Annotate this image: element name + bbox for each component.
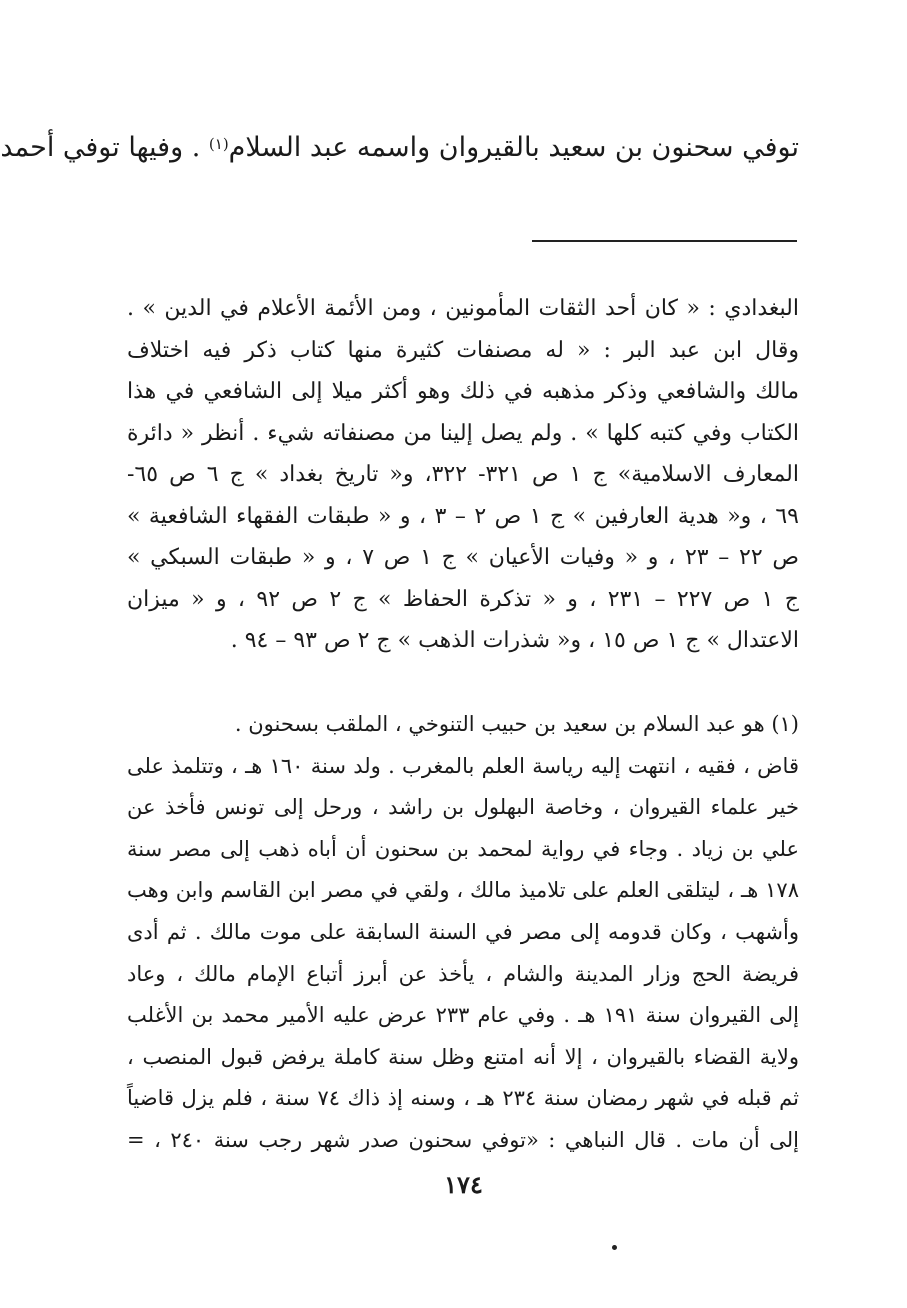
citation-line: مالك والشافعي وذكر مذهبه في ذلك وهو أكثر ميلا إلى الشافعي في هذا	[127, 379, 799, 404]
page-number: ١٧٤	[444, 1170, 483, 1199]
footnote-line: (١) هو عبد السلام بن سعيد بن حبيب التنوخي ، الملقب بسحنون .	[234, 712, 799, 736]
footnote-line: إلى أن مات . قال النباهي : «توفي سحنون صدر شهر رجب سنة ٢٤٠ ، =	[127, 1127, 799, 1152]
citation-paragraph	[127, 288, 799, 662]
footnote-line: ولاية القضاء بالقيروان ، إلا أنه امتنع وظل سنة كاملة يرفض قبول المنصب ،	[127, 1044, 799, 1069]
footnote-paragraph	[127, 704, 799, 1162]
main-text-before-note: توفي سحنون بن سعيد بالقيروان واسمه عبد السلام	[228, 132, 799, 163]
main-text-after-note: . وفيها توفي أحمد	[0, 132, 201, 163]
footnote-line: ثم قبله في شهر رمضان سنة ٢٣٤ هـ ، وسنه إذ ذاك ٧٤ سنة ، فلم يزل قاضياً	[127, 1086, 799, 1111]
footnote-line: علي بن زياد . وجاء في رواية لمحمد بن سحنون أن أباه ذهب إلى مصر سنة	[127, 836, 799, 861]
footnote-divider	[532, 240, 797, 242]
stray-dot-mark	[612, 1245, 617, 1250]
citation-line: ص ٢٢ – ٢٣ ، و « وفيات الأعيان » ج ١ ص ٧ ، و « طبقات السبكي »	[127, 545, 799, 570]
citation-line: البغدادي : « كان أحد الثقات المأمونين ، ومن الأئمة الأعلام في الدين » .	[127, 296, 799, 321]
footnote-line: وأشهب ، وكان قدومه إلى مصر في السنة السابقة على موت مالك . ثم أدى	[127, 919, 799, 944]
citation-line: الكتاب وفي كتبه كلها » . ولم يصل إلينا من مصنفاته شيء . أنظر « دائرة	[127, 420, 799, 446]
main-text-line	[0, 128, 799, 168]
footnote-marker[interactable]: (١)	[208, 135, 229, 153]
citation-line: وقال ابن عبد البر : « له مصنفات كثيرة منها كتاب ذكر فيه اختلاف	[127, 337, 799, 363]
citation-line: المعارف الاسلامية» ج ١ ص ٣٢١- ٣٢٢، و« تاريخ بغداد » ج ٦ ص ٦٥-	[127, 462, 799, 487]
footnote-line: فريضة الحج وزار المدينة والشام ، يأخذ عن أبرز أتباع الإمام مالك ، وعاد	[127, 961, 799, 986]
footnote-line: إلى القيروان سنة ١٩١ هـ . وفي عام ٢٣٣ عرض عليه الأمير محمد بن الأغلب	[127, 1003, 799, 1028]
footnote-line: قاض ، فقيه ، انتهت إليه رياسة العلم بالمغرب . ولد سنة ١٦٠ هـ ، وتتلمذ على	[127, 753, 799, 778]
footnote-line: ١٧٨ هـ ، ليتلقى العلم على تلاميذ مالك ، ولقي في مصر ابن القاسم وابن وهب	[127, 878, 799, 903]
footnote-line: خير علماء القيروان ، وخاصة البهلول بن راشد ، ورحل إلى تونس فأخذ عن	[127, 795, 799, 820]
citation-line: ج ١ ص ٢٢٧ – ٢٣١ ، و « تذكرة الحفاظ » ج ٢ ص ٩٢ ، و « ميزان	[127, 586, 799, 612]
citation-line: ٦٩ ، و« هدية العارفين » ج ١ ص ٢ – ٣ ، و « طبقات الفقهاء الشافعية »	[127, 503, 799, 529]
citation-line: الاعتدال » ج ١ ص ١٥ ، و« شذرات الذهب » ج ٢ ص ٩٣ – ٩٤ .	[230, 628, 799, 653]
